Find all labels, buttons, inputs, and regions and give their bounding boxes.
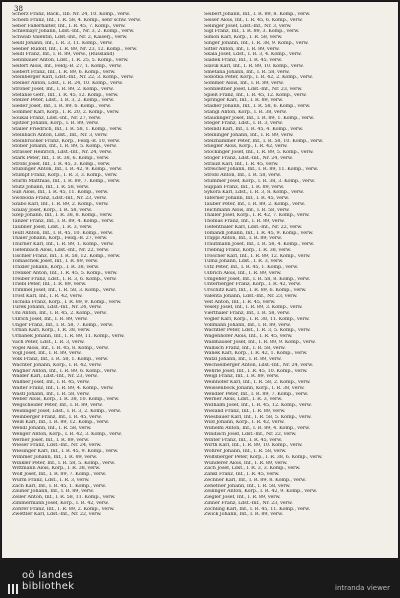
list-item: Tuma Johann, Ldst., I. R. 3, verw. (204, 259, 284, 265)
list-item: Seiser Alois, Inf., I. R. 45, 6. Komp., verw. (204, 17, 303, 23)
viewer-footer (0, 560, 400, 598)
list-item: Sommer Karl, Korp., I. R. 20, 2. Komp., verw. (12, 109, 120, 115)
list-item: Strobl Josef, Inf., I. R. 45, 3. Komp., verw. (12, 161, 111, 167)
list-item: Seifert Alois, Inf., Feldj.-B. 27, 1. Komp., verw. (12, 63, 122, 69)
list-item: Stangl Anton, Korp., I. R. 38, verw. (204, 109, 287, 115)
list-item: Siebert Franz, Inf., I. R. 89, 6. Komp., verw. (12, 69, 116, 75)
list-item: Wendler Peter, Inf., I. R. 89, 7. Komp., verw. (204, 391, 309, 397)
list-item: Widhalm Josef, Inf., I. R. 45, 12. Komp., verw. (204, 403, 312, 408)
list-item: Wenger Anton, Korp., I. R. 42, 3. Komp., verw. (12, 431, 122, 437)
list-item: Tiefenthaler Karl, Ldst.-Inf., Nr. 22, verw. (204, 224, 303, 230)
list-item: Wiesbauer Karl, Inf., I. R. 58, 5. Komp., verw. (204, 414, 312, 420)
list-item: Wieland Franz, Inf., I. R. 89, verw. (204, 408, 286, 414)
list-item: Wild Johann, Korp., I. R. 42, verw. (204, 420, 285, 426)
list-item: Strobl Anton, Inf., I. R. 58, verw. (204, 173, 281, 178)
list-item: Zöchling Karl, Inf., I. R. 45, 11. Komp., verw. (204, 506, 311, 512)
list-item: Weigl Franz, Inf., I. R. 89, verw. (204, 374, 280, 380)
list-item: Unterberger Franz, Korp., I. R. 42, verw. (204, 282, 302, 288)
list-item: Urban Karl, Korp., I. R. 38, verw. (12, 328, 91, 334)
list-item: Wieser Franz, Ldst.-Inf., Nr. 24, verw. (12, 443, 102, 449)
list-item: Wurm Franz, Ldst., I. R. 3, verw. (12, 477, 90, 483)
list-item: Stöger Franz, Ldst.-Inf., Nr. 24, verw. (204, 155, 293, 161)
list-item: Zwick Johann, Inf., I. R. 89, verw. (204, 512, 283, 518)
list-item: Stark Peter, Inf., I. R. 38, 6. Komp., verw. (12, 155, 110, 161)
list-item: Urbanek Johann, Inf., I. R. 89, 11. Komp., verw. (12, 334, 125, 339)
list-item: Steininger Johann, Inf., I. R. 89, verw. (204, 132, 294, 138)
list-item: Zimmermann Josef, Korp., I. R. 42, verw. (12, 500, 109, 506)
list-item: Trost Karl, Inf., I. R. 42, verw. (12, 293, 83, 299)
list-item: Weinhofer Karl, Inf., I. R. 58, 2. Komp., verw. (204, 380, 311, 385)
list-item: Zeilinger Anton, Korp., I. R. 42, 9. Komp., verw. (204, 489, 318, 495)
list-item: Winter Franz, Inf., I. R. 45, verw. (204, 437, 283, 443)
list-item: Stelzhammer Peter, Inf., I. R. 58, 10. Komp., verw. (204, 138, 324, 144)
list-item: Weinberger Franz, Inf., I. R. 45, verw. (12, 414, 102, 420)
list-item: Sobotka Peter, Korp., I. R. 42, 2. Komp., verw. (204, 75, 313, 81)
list-item: Walter Franz, Inf., I. R. 89, 4. Komp., verw. (12, 385, 114, 391)
list-item: Stroner Josef, Inf., I. R. 89, 2. Komp., verw. (12, 86, 114, 92)
list-item: Skala Josef, Ldst., I. R. 3, 4. Komp., verw. (204, 52, 302, 58)
list-item: Wolf Josef, Inf., I. R. 89, 7. Komp., verw. (12, 472, 107, 477)
list-item: Sturm Matthias, Inf., I. R. 89, 7. Komp., verw. (12, 178, 121, 184)
list-item: Stefanie Gefr., Inf., I. R. 45, 12. Komp., verw. (12, 92, 119, 98)
list-item: Triebl Peter, Inf., I. R. 89, verw. (12, 282, 87, 288)
list-item: Vogler Karl, Korp., I. R. 38, 11. Komp., verw. (204, 316, 310, 322)
list-item: Teichmann Alois, Inf., I. R. 58, verw. (204, 207, 290, 213)
list-item: Seidl Franz, Inf., I. R. 89, verw., (Russland) (12, 52, 115, 58)
list-item: Wechselberger Anton, Ldst.-Inf., Nr. 24, verw. (204, 362, 314, 368)
list-item: Watzl Johann, Inf., I. R. 89, verw. (204, 357, 282, 362)
list-item: Zwettler Karl, Ldst.-Inf., Nr. 22, verw. (12, 512, 102, 518)
list-item: Triebnig Franz, Korp., I. R. 38, verw. (204, 247, 292, 253)
list-item: Streicher Johann, Inf., I. R. 89, 11. Komp., verw. (204, 167, 319, 173)
list-item: Staudinger Josef, Inf., I. R. 89, 1. Komp., verw. (204, 115, 315, 121)
list-item: Zinner Franz, Ldst.-Inf., Nr. 23, verw. (204, 500, 293, 506)
viewer-brand: intranda viewer (335, 584, 390, 592)
list-item: Steger Franz, Ldst., I. R. 3, verw. (204, 121, 283, 127)
list-item: Stockinger Josef, Inf., I. R. 89, 5. Komp., verw. (204, 150, 314, 155)
list-item: Selinger Josef, Ldst.-Inf., Nr. 3, verw. (204, 23, 292, 29)
list-item: Stelzer Peter, Ldst., I. R. 3, 2. Komp., verw. (12, 98, 115, 104)
list-item: Weissenböck Johann, Korp., I. R. 38, verw. (204, 385, 305, 391)
list-item: Stiegler Alois, Korp., I. R. 42, verw. (204, 144, 288, 150)
list-item: Zach Josef, Ldst., I. R. 3, 3. Komp., verw. (204, 466, 301, 472)
list-item: Staller Friedrich, Inf., I. R. 58, 1. Komp., verw. (12, 127, 123, 132)
list-item: Turek Johann, Ldst.-Inf., Nr. 24, verw. (12, 305, 102, 311)
list-item: Süß Alois, Inf., I. R. 45, 11. Komp., verw. (12, 190, 109, 196)
list-item: Tiefenbach Alois, Ldst.-Inf., Nr. 22, verw. (12, 247, 110, 253)
list-item: Simon Karl, Korp., I. R. 58, verw. (204, 35, 283, 40)
list-item: Sonnleitner Josef, Ldst.-Inf., Nr. 23, verw. (204, 86, 303, 92)
list-item: Wegscheider Peter, Inf., I. R. 89, verw. (12, 403, 103, 408)
list-item: Steindl Karl, Inf., I. R. 45, 4. Komp., verw. (204, 127, 304, 132)
list-item: Scheitl Franz, Inf., I. R. 58, 4. Komp., sehr schw. verw. (12, 17, 141, 23)
left-column (12, 12, 200, 518)
logo-bars-icon (8, 584, 20, 594)
list-item: Zechner Karl, Inf., I. R. 89, 8. Komp., verw. (204, 477, 307, 483)
list-item: Trimmel Josef, Inf., I. R. 58, 3. Komp., verw. (12, 288, 116, 293)
list-item: Spitzer Johann, Korp., I. R. 89, verw. (12, 121, 99, 127)
list-item: Vierthaler Franz, Inf., I. R. 58, verw. (204, 311, 290, 316)
list-item: Thomas Franz, Inf., I. R. 89, verw. (204, 219, 285, 224)
list-item: Steiner Anton, Ldst., I. R. 24, 10. Komp., verw. (12, 81, 123, 86)
list-item: Vach Peter, Ldst., I. R. 3, verw. (12, 339, 85, 345)
logo-text-line2: bibliothek (22, 581, 75, 592)
list-item: Sykora Karl, Ldst., I. R. 3, 8. Komp., verw. (204, 190, 304, 196)
list-item: Uhl Anton, Inf., I. R. 45, 2. Komp., verw. (12, 311, 107, 316)
list-item: Weidinger Josef, Ldst., I. R. 3, 2. Komp., verw. (12, 408, 121, 414)
list-item: Seidl Johann, Inf., I. R. 3, 11. Komp., verw. (12, 40, 113, 46)
list-item: Wöhrer Johann, Inf., I. R. 58, verw. (204, 449, 287, 454)
list-item: Waldhauser Josef, Inf., I. R. 89, 9. Komp., verw. (204, 339, 316, 345)
list-item: Wachtler Peter, Ldst., I. R. 3, 5. Komp., verw. (204, 328, 311, 334)
list-item: Stumpf Franz, Korp., I. R. 3, 3. Komp., verw. (12, 173, 118, 178)
list-item: Tschida Franz, Korp., I. R. 89, 9. Komp., verw. (12, 299, 122, 305)
list-item: Thaler Johann, Korp., Feldj.-B. 27, verw. (12, 236, 108, 242)
list-item: Thurner Karl, Inf., I. R. 89, 1. Komp., verw. (12, 242, 114, 247)
list-item: Walder Karl, Ldst.-Inf., Nr. 23, verw. (12, 374, 98, 380)
list-item: Wehrle Josef, Inf., I. R. 45, 10. Komp., verw. (204, 368, 308, 374)
list-item: Schwab Valentin, Ldst.-Inf., Nr. 2, Kaiserj., verw. (12, 35, 128, 40)
list-item: Stübinger Anton, Inf., I. R. 42, 9. Komp., verw. (12, 167, 123, 173)
list-item: Tanzer Franz, Inf., I. R. 89, 4. Komp., verw. (12, 219, 115, 224)
list-item: Sigl Franz, Inf., I. R. 89, 3. Komp., verw. (204, 29, 300, 35)
list-item: Weber Alois, Korp., I. R. 38, 10. Komp., verw. (12, 397, 120, 403)
list-item: Szalay Josef, Korp., I. R. 58, verw. (12, 207, 93, 213)
list-item: Strasser Heinrich, Ldst.-Inf., Nr. 24, verw. (12, 150, 112, 155)
list-item: Spieß Franz, Inf., I. R. 45, 12. Komp., verw. (204, 92, 307, 98)
list-item: Tomaschek Josef, Inf., I. R. 89, verw. (12, 259, 99, 265)
list-item: Wendl Johann, Inf., I. R. 58, verw. (12, 426, 92, 431)
list-item: Wiesinger Karl, Inf., I. R. 45, 9. Komp., verw. (12, 449, 119, 454)
right-column (204, 12, 392, 518)
list-item: Vogl Josef, Inf., I. R. 89, verw. (12, 351, 82, 357)
list-item: Volk Franz, Inf., I. R. 58, 1. Komp., verw. (12, 357, 109, 362)
list-item: Umgeher Josef, Inf., I. R. 58, 8. Komp., verw. (204, 276, 310, 282)
list-item: Windisch Josef, Ldst.-Inf., Nr. 22, verw. (204, 431, 297, 437)
list-item: Zeller Anton, Inf., I. R. 58, 11. Komp., verw. (12, 495, 116, 500)
list-item: Ulbrich Alois, Inf., I. R. 89, verw. (204, 270, 282, 276)
list-item: Stöber Johann, Inf., I. R. 89, 5. Komp., verw. (12, 144, 117, 150)
list-item: Szép Johann, Inf., I. R. 38, 8. Komp., verw. (12, 213, 113, 219)
list-item: Tomandl Johann, Inf., I. R. 45, 9. Komp., verw. (204, 230, 314, 236)
list-item: Wallisch Franz, Inf., I. R. 58, verw. (204, 345, 286, 351)
list-item: Ziegler Josef, Inf., I. R. 89, verw. (204, 495, 281, 500)
list-item: Taferner Johann, Inf., I. R. 45, verw. (204, 196, 290, 201)
list-item: Wilhelm Anton, Inf., I. R. 89, 4. Komp., verw. (204, 426, 310, 431)
list-item: Springer Karl, Inf., I. R. 89, verw. (204, 98, 284, 104)
list-item: Trenker Anton, Inf., I. R. 45, 5. Komp., verw. (12, 270, 118, 276)
list-item: Sieder Josef, Inf., I. R. 89, 6. Komp., verw. (12, 104, 112, 109)
list-item: Stutz Johann, Inf., I. R. 58, verw. (12, 184, 90, 190)
list-item: Zehetner Johann, Inf., I. R. 58, verw. (204, 483, 291, 489)
list-item: Seibert Johann, Inf., I. R. 89, 8. Komp., verw. (204, 12, 311, 17)
list-item: Smetana Johann, Inf., I. R. 58, verw. (204, 69, 290, 75)
list-item: Wachter Johann, Korp., I. R. 42, verw. (12, 362, 102, 368)
list-item: Tischler Franz, Inf., I. R. 58, 12. Komp., verw. (12, 253, 121, 259)
list-item: Strauß Karl, Inf., I. R. 45, verw. (204, 161, 279, 167)
list-item: Winkler Peter, Inf., I. R. 58, 5. Komp., verw. (12, 460, 115, 466)
list-item: Singer Johann, Inf., I. R. 38, 9. Komp., verw. (204, 40, 309, 46)
list-item: Zach Karl, Inf., I. R. 45, 1. Komp., verw. (12, 483, 106, 489)
list-item: Wittmann Alois, Korp., I. R. 38, verw. (12, 466, 101, 472)
list-item: Valenta Johann, Ldst.-Inf., Nr. 23, verw. (204, 293, 298, 299)
list-item: Scherz Franz, Bäck., IIb. Nr. 24, 10. Komp., verw. (12, 12, 130, 17)
list-item: Wastl Johann, Inf., I. R. 58, verw. (12, 391, 90, 397)
list-item: Taubner Josef, Ldst., I. R. 3, verw. (12, 224, 93, 230)
list-item: Uitz Peter, Inf., I. R. 45, 1. Komp., verw. (204, 265, 299, 270)
list-item: Tauber Peter, Inf., I. R. 89, 2. Komp., verw. (204, 201, 305, 207)
list-item: Zauner Johann, Inf., I. R. 89, verw. (12, 489, 94, 495)
list-item: Schlemayr Johann, Ldst.-Inf., Nr. 3, 2. Komp., verw. (12, 29, 135, 35)
list-item: Werner Josef, Inf., I. R. 89, verw. (12, 437, 90, 443)
list-item: Sladek Franz, Inf., I. R. 45, verw. (204, 58, 283, 63)
list-item: Veit Anton, Inf., I. R. 45, verw. (204, 299, 276, 305)
list-item: Suppan Franz, Inf., I. R. 89, verw. (204, 184, 285, 190)
list-item: Urschitz Karl, Inf., I. R. 89, 6. Komp., verw. (204, 288, 307, 293)
list-item: Wolfsberger Peter, Korp., I. R. 38, 6. Komp., verw. (204, 454, 323, 460)
scanned-page (2, 2, 398, 558)
list-item: Sitter Anton, Inf., I. R. 89, verw. (204, 46, 280, 52)
list-item: Steinberger Karl, Ldst.-Inf., Nr. 22, 3. Komp., verw. (12, 75, 134, 81)
list-item: Steinbrucker Franz, Korp., Feldj.-B. 10, verw. (12, 138, 121, 144)
list-item: Wimmer Johann, Inf., I. R. 89, verw. (12, 454, 98, 460)
list-item: Wanek Karl, Korp., I. R. 42, 1. Komp., verw. (204, 351, 308, 357)
list-item: Vesely Josef, Inf., I. R. 89, 3. Komp., verw. (204, 305, 303, 311)
list-item: Wunderer Alois, Inf., I. R. 89, verw. (204, 460, 288, 466)
list-item: Sommer Alois, Inf., I. R. 89, verw. (204, 81, 284, 86)
list-item: Stummer Josef, Korp., I. R. 38, 3. Komp., verw. (204, 178, 315, 184)
list-item: Stadler Johann, Inf., I. R. 58, 6. Komp., verw. (204, 104, 311, 109)
list-item: Teufl Anton, Inf., I. R. 45, 10. Komp., verw. (12, 230, 114, 236)
list-item: Soukal Franz, Ldst.-Inf., Nr. 27, verw. (12, 115, 102, 121)
list-item: Wagner Anton, Inf., I. R. 89, 6. Komp., verw. (12, 368, 117, 374)
list-item: Sennbauer Anton, Ldst., I. R. 25, 5. Komp., verw. (12, 58, 129, 63)
list-item: Wagenhofer Alois, Inf., I. R. 45, verw. (204, 334, 293, 339)
list-item: Traxler Johann, Korp., I. R. 38, verw. (12, 265, 100, 270)
list-item: Seeber Rudolf, Inf., I. R. 89, Nr. 23, 12. Komp., verw. (12, 46, 138, 52)
library-logo[interactable] (8, 570, 98, 594)
list-item: Wirth Karl, Inf., I. R. 89, 10. Komp., verw. (204, 443, 303, 449)
list-item: Slavik Karl, Inf., I. R. 89, 10. Komp., verw. (204, 63, 304, 69)
list-item: Weiß Karl, Inf., I. R. 89, 12. Komp., verw. (12, 420, 110, 426)
list-item: Steinbach Anton, Ldst., Inf., Nr. 3, verw. (12, 132, 108, 138)
list-item: Ullrich Josef, Inf., I. R. 89, verw. (12, 316, 88, 322)
list-item: Szabo Karl, Inf., I. R. 89, 2. Komp., verw. (12, 201, 109, 207)
list-item: Trautmann Josef, Inf., I. R. 58, 4. Komp., verw. (204, 242, 315, 247)
page-number: 38 (14, 5, 23, 13)
list-item: Wallner Josef, Inf., I. R. 45, verw. (12, 380, 90, 385)
list-item: Thaller Josef, Korp., I. R. 42, 7. Komp., verw. (204, 213, 310, 219)
list-item: Trappl Anton, Inf., I. R. 89, verw. (204, 236, 282, 242)
list-item: Swoboda Franz, Ldst.-Inf., Nr. 23, verw. (12, 196, 107, 201)
list-item: Vollmann Johann, Inf., I. R. 89, verw. (204, 322, 291, 328)
list-item: Zöhrer Franz, Inf., I. R. 89, 2. Komp., verw. (12, 506, 115, 512)
logo-text-line1: oö landes (22, 570, 74, 581)
list-item: Tröscher Karl, Inf., I. R. 89, 12. Komp., verw. (204, 253, 311, 259)
list-item: Vogel Alois, Inf., I. R. 45, 8. Komp., verw. (12, 345, 109, 351)
list-item: Unger Franz, Inf., I. R. 58, 7. Komp., verw. (12, 322, 114, 328)
list-item: Werner Alois, Ldst., I. R. 3, verw. (204, 397, 283, 403)
list-item: Zankl Franz, Inf., I. R. 45, verw. (204, 472, 280, 477)
list-item: Treiber Franz, Ldst., I. R. 3, 6. Komp., verw. (12, 276, 117, 282)
list-item: Seber Fallerhalter, Inf., I. R. 45, 7. Komp., verw. (12, 23, 126, 29)
